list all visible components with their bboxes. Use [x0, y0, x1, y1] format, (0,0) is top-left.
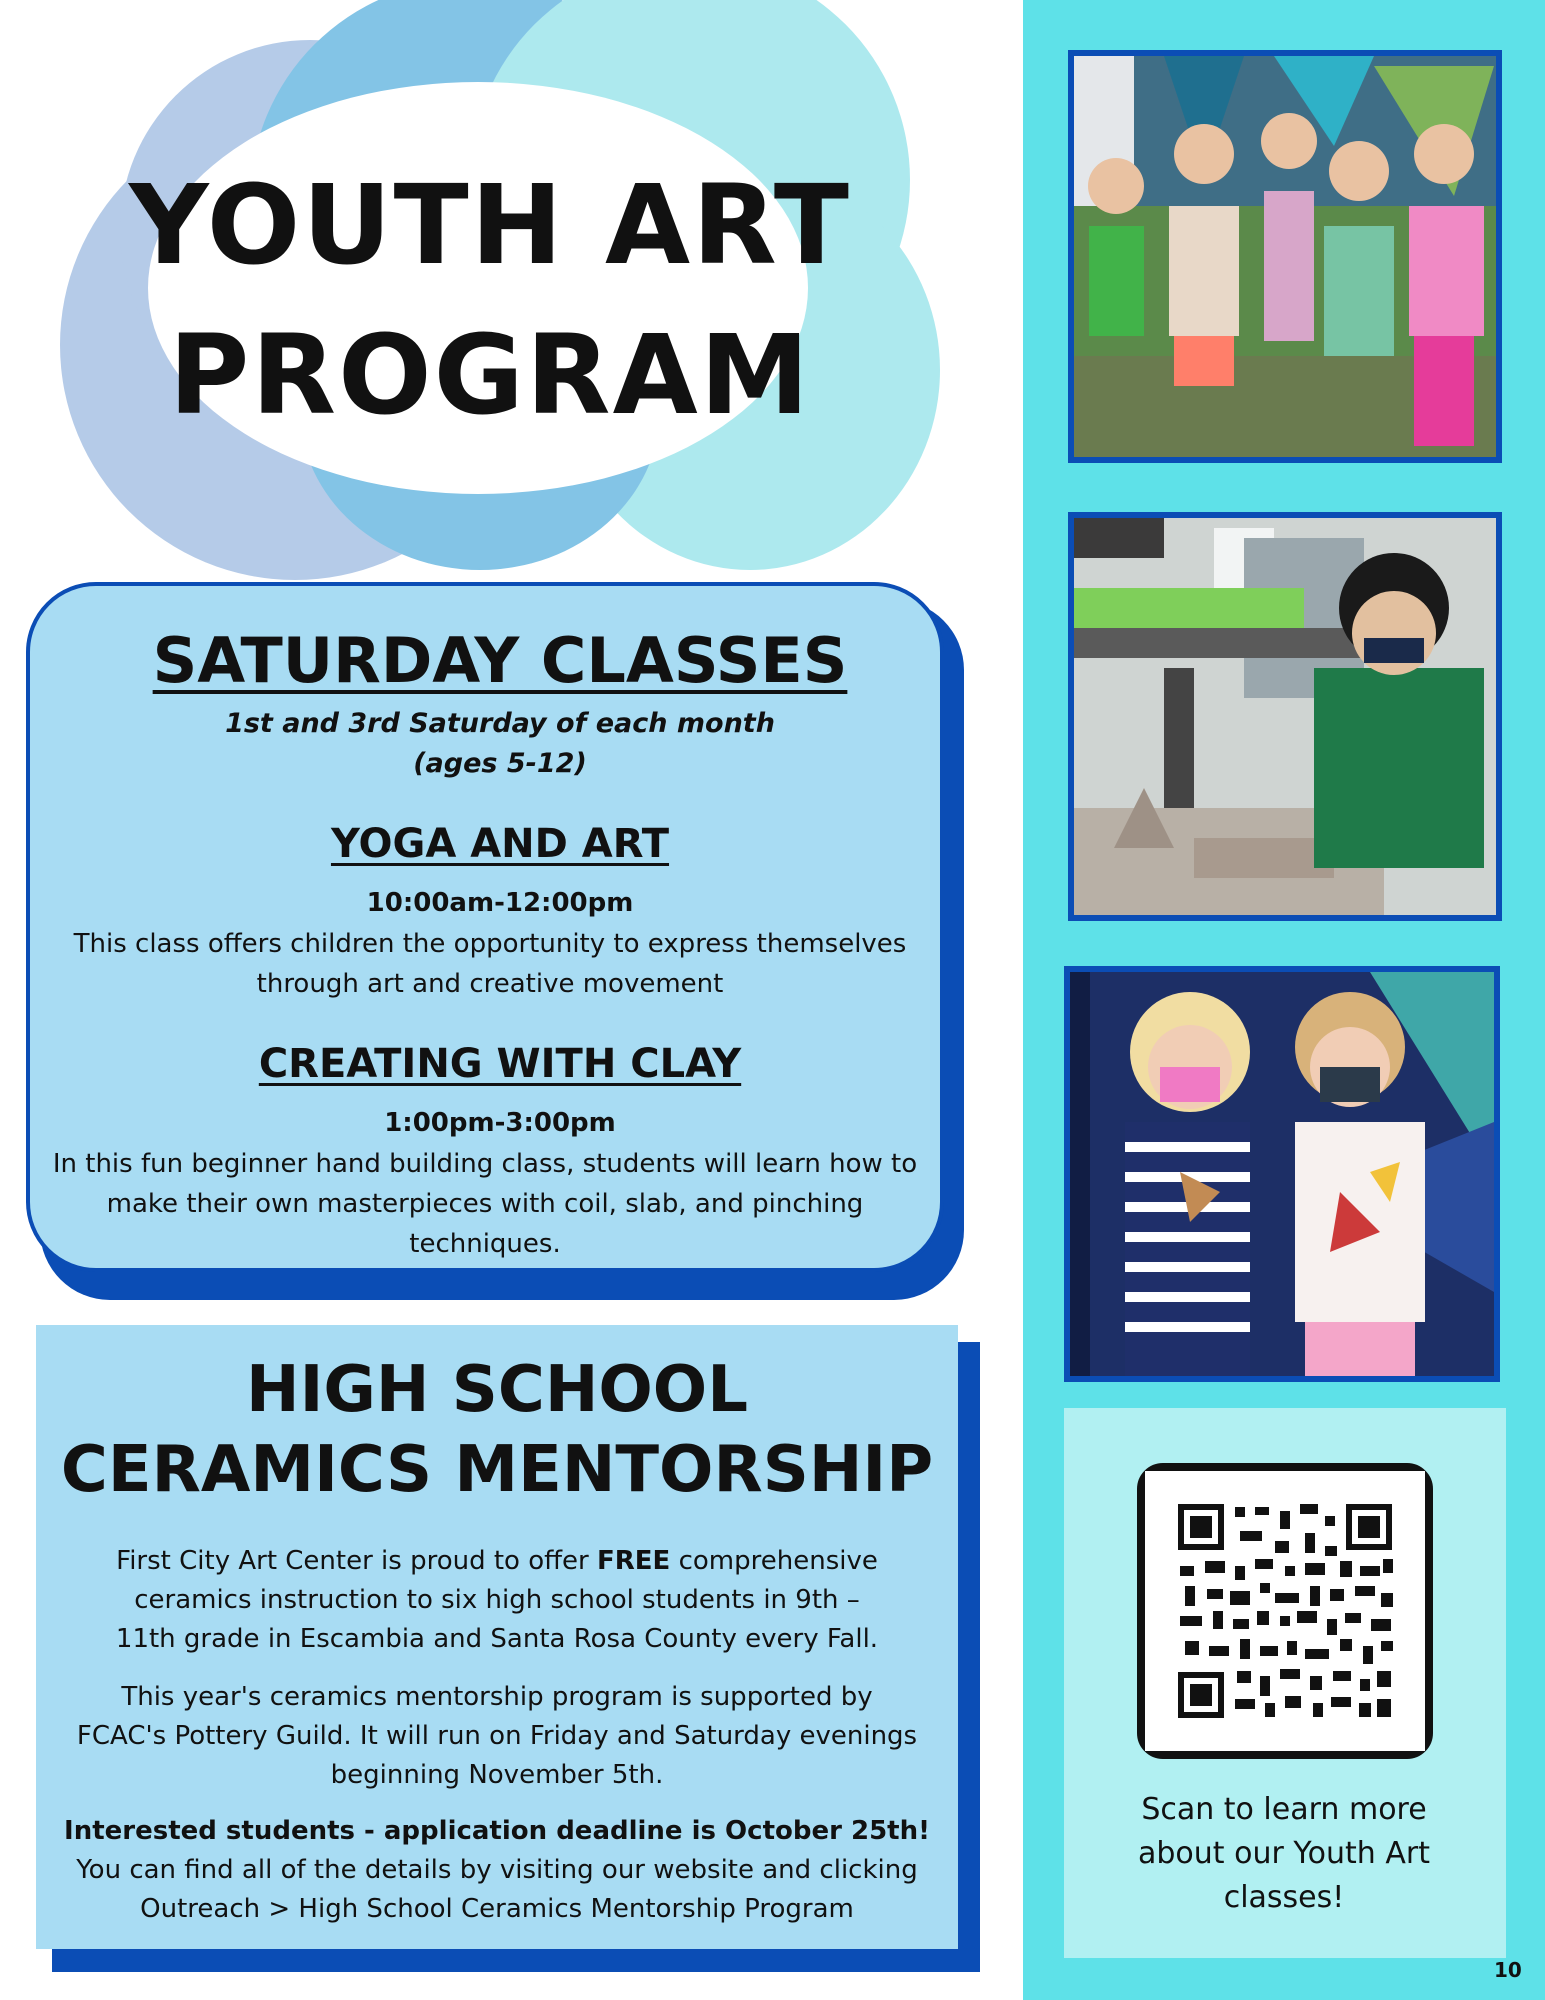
qr-code-frame[interactable]: [1137, 1463, 1433, 1759]
qr-caption: Scan to learn more about our Youth Art classes!: [1138, 1792, 1430, 1915]
saturday-ages: (ages 5-12): [413, 748, 587, 779]
highschool-paragraph-1: [106, 1542, 888, 1659]
highschool-paragraph-3: You can find all of the details by visiting our website and clicking Outreach > High School Ceramics Mentorship Program: [76, 1855, 918, 1924]
qr-panel: [1064, 1408, 1506, 1958]
highschool-title-line-1: HIGH SCHOOL: [246, 1353, 748, 1427]
highschool-card: [36, 1325, 958, 1949]
child-clay-photo: [1068, 512, 1502, 921]
highschool-title-line-2: CERAMICS MENTORSHIP: [60, 1433, 934, 1507]
clay-heading: CREATING WITH CLAY: [258, 1041, 742, 1087]
page-title: [100, 150, 880, 450]
qr-code-icon: [1145, 1471, 1425, 1751]
title-line-1: YOUTH ART: [129, 161, 851, 289]
yoga-time: 10:00am-12:00pm: [366, 888, 634, 918]
kids-outdoor-photo: [1068, 50, 1502, 463]
saturday-heading: SATURDAY CLASSES: [152, 624, 848, 697]
p1-text-before: First City Art Center is proud to offer: [116, 1546, 598, 1576]
page-number: 10: [1494, 1958, 1522, 1982]
saturday-schedule: 1st and 3rd Saturday of each month: [225, 708, 775, 739]
p1-text-after: comprehensive ceramics instruction to six high school students in 9th – 11th grade in Escambia and Santa Rosa County every Fall.: [115, 1546, 879, 1654]
clay-description: In this fun beginner hand building class, students will learn how to make their own masterpieces with coil, slab, and pinching techniques.: [52, 1149, 918, 1259]
highschool-paragraph-2: This year's ceramics mentorship program is supported by FCAC's Pottery Guild. It will run on Friday and Saturday evenings beginning November 5th.: [76, 1682, 918, 1790]
saturday-classes-card: [26, 582, 944, 1272]
girls-necklaces-photo: [1064, 966, 1500, 1382]
p1-free: FREE: [597, 1546, 671, 1576]
yoga-heading: YOGA AND ART: [330, 821, 670, 867]
clay-time: 1:00pm-3:00pm: [384, 1108, 616, 1138]
title-line-2: PROGRAM: [168, 311, 812, 439]
highschool-deadline: Interested students - application deadline is October 25th!: [64, 1816, 930, 1846]
yoga-description: This class offers children the opportunity to express themselves through art and creative movement: [73, 929, 907, 999]
